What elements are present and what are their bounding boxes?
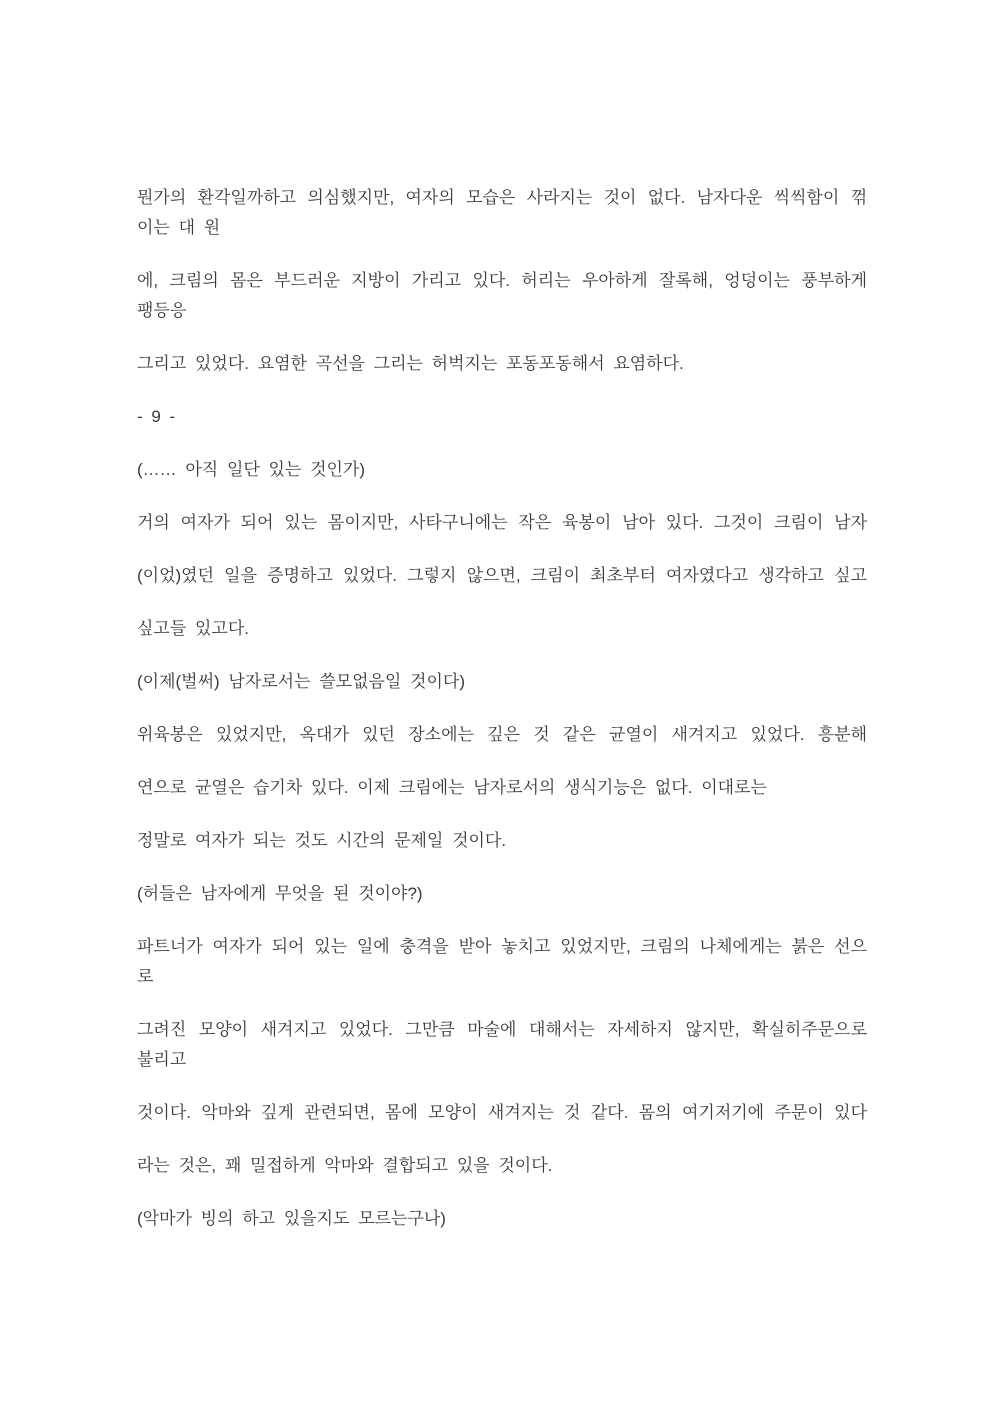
text-line: 그리고 있었다. 요염한 곡선을 그리는 허벅지는 포동포동해서 요염하다. <box>137 354 684 373</box>
paragraph <box>137 1204 867 1234</box>
text-line: (…… 아직 일단 있는 것인가) <box>137 460 366 479</box>
paragraph <box>137 826 867 856</box>
text-line: 라는 것은, 꽤 밀접하게 악마와 결합되고 있을 것이다. <box>137 1156 553 1175</box>
paragraph <box>137 266 867 326</box>
text-line: (이제(벌써) 남자로서는 쓸모없음일 것이다) <box>137 672 465 691</box>
text-line: 것이다. 악마와 깊게 관련되면, 몸에 모양이 새겨지는 것 같다. 몸의 여기저기에 주문이 있다 <box>137 1103 867 1122</box>
text-line: 이는 대 원 <box>137 218 221 237</box>
text-line: 싶고들 있고다. <box>137 619 249 638</box>
paragraph <box>137 455 867 485</box>
text-line: (허들은 남자에게 무엇을 된 것이야?) <box>137 884 423 903</box>
paragraph <box>137 667 867 697</box>
paragraph <box>137 402 867 432</box>
text-line: 거의 여자가 되어 있는 몸이지만, 사타구니에는 작은 육봉이 남아 있다. 그것이 크림이 남자 <box>137 513 867 532</box>
page-number-line: - 9 - <box>137 407 176 426</box>
paragraph <box>137 1015 867 1075</box>
paragraph <box>137 183 867 243</box>
paragraph <box>137 879 867 909</box>
paragraph <box>137 1098 867 1128</box>
paragraph <box>137 561 867 591</box>
paragraph <box>137 773 867 803</box>
text-line: (악마가 빙의 하고 있을지도 모르는구나) <box>137 1209 446 1228</box>
paragraph <box>137 932 867 992</box>
text-line: 연으로 균열은 습기차 있다. 이제 크림에는 남자로서의 생식기능은 없다. 이대로는 <box>137 778 767 797</box>
paragraph <box>137 614 867 644</box>
paragraph <box>137 720 867 750</box>
text-line: 정말로 여자가 되는 것도 시간의 문제일 것이다. <box>137 831 507 850</box>
text-block <box>137 183 867 1257</box>
text-line: 팽등응 <box>137 301 187 320</box>
text-line: 에, 크림의 몸은 부드러운 지방이 가리고 있다. 허리는 우아하게 잘록해, 엉덩이는 풍부하게 <box>137 271 867 290</box>
paragraph <box>137 508 867 538</box>
text-line: 파트너가 여자가 되어 있는 일에 충격을 받아 놓치고 있었지만, 크림의 나체에게는 붉은 선으 <box>137 937 867 956</box>
text-line: 뭔가의 환각일까하고 의심했지만, 여자의 모습은 사라지는 것이 없다. 남자다운 씩씩함이 꺾 <box>137 188 867 207</box>
paragraph <box>137 1151 867 1181</box>
paragraph <box>137 349 867 379</box>
text-line: 불리고 <box>137 1050 187 1069</box>
text-line: 위육봉은 있었지만, 옥대가 있던 장소에는 깊은 것 같은 균열이 새겨지고 있었다. 흥분해 <box>137 725 867 744</box>
text-line: 그려진 모양이 새겨지고 있었다. 그만큼 마술에 대해서는 자세하지 않지만, 확실히주문으로 <box>137 1020 867 1039</box>
text-line: 로 <box>137 967 154 986</box>
text-line: (이었)였던 일을 증명하고 있었다. 그렇지 않으면, 크림이 최초부터 여자였다고 생각하고 싶고 <box>137 566 867 585</box>
